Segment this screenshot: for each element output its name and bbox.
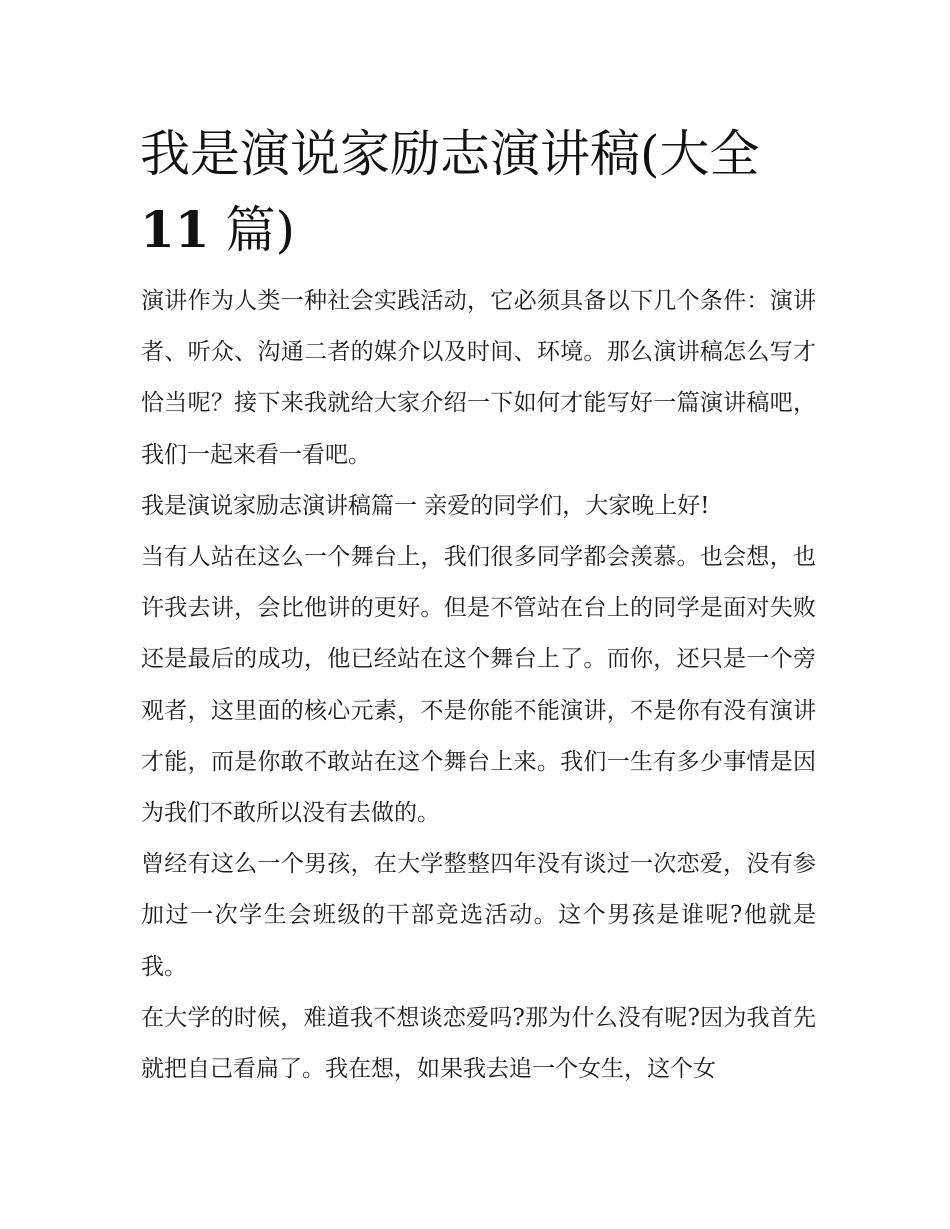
title-end: 篇)	[225, 201, 296, 259]
title-main: 我是演说家励志演讲稿(大全	[140, 125, 760, 183]
document-body	[141, 276, 816, 1095]
title-number: 11	[140, 200, 210, 259]
paragraph-boy: 曾经有这么一个男孩，在大学整整四年没有谈过一次恋爱，没有参加过一次学生会班级的干部竞选活动。这个男孩是谁呢?他就是我。	[141, 851, 816, 980]
paragraph-intro: 演讲作为人类一种社会实践活动，它必须具备以下几个条件：演讲者、听众、沟通二者的媒介以及时间、环境。那么演讲稿怎么写才恰当呢？接下来我就给大家介绍一下如何才能写好一篇演讲稿吧，我们一起来看一看吧。	[141, 288, 816, 468]
paragraph-greeting: 我是演说家励志演讲稿篇一 亲爱的同学们，大家晚上好!	[141, 492, 710, 519]
paragraph-stage: 当有人站在这么一个舞台上，我们很多同学都会羡慕。也会想，也许我去讲，会比他讲的更好。但是不管站在台上的同学是面对失败还是最后的成功，他已经站在这个舞台上了。而你，还只是一个旁观者，这里面的核心元素，不是你能不能演讲，不是你有没有演讲才能，而是你敢不敢站在这个舞台上来。我们一生有多少事情是因为我们不敢所以没有去做的。	[141, 544, 816, 827]
paragraph-college: 在大学的时候，难道我不想谈恋爱吗?那为什么没有呢?因为我首先就把自己看扁了。我在想，如果我去追一个女生，这个女	[141, 1004, 816, 1083]
document-title	[140, 116, 820, 268]
